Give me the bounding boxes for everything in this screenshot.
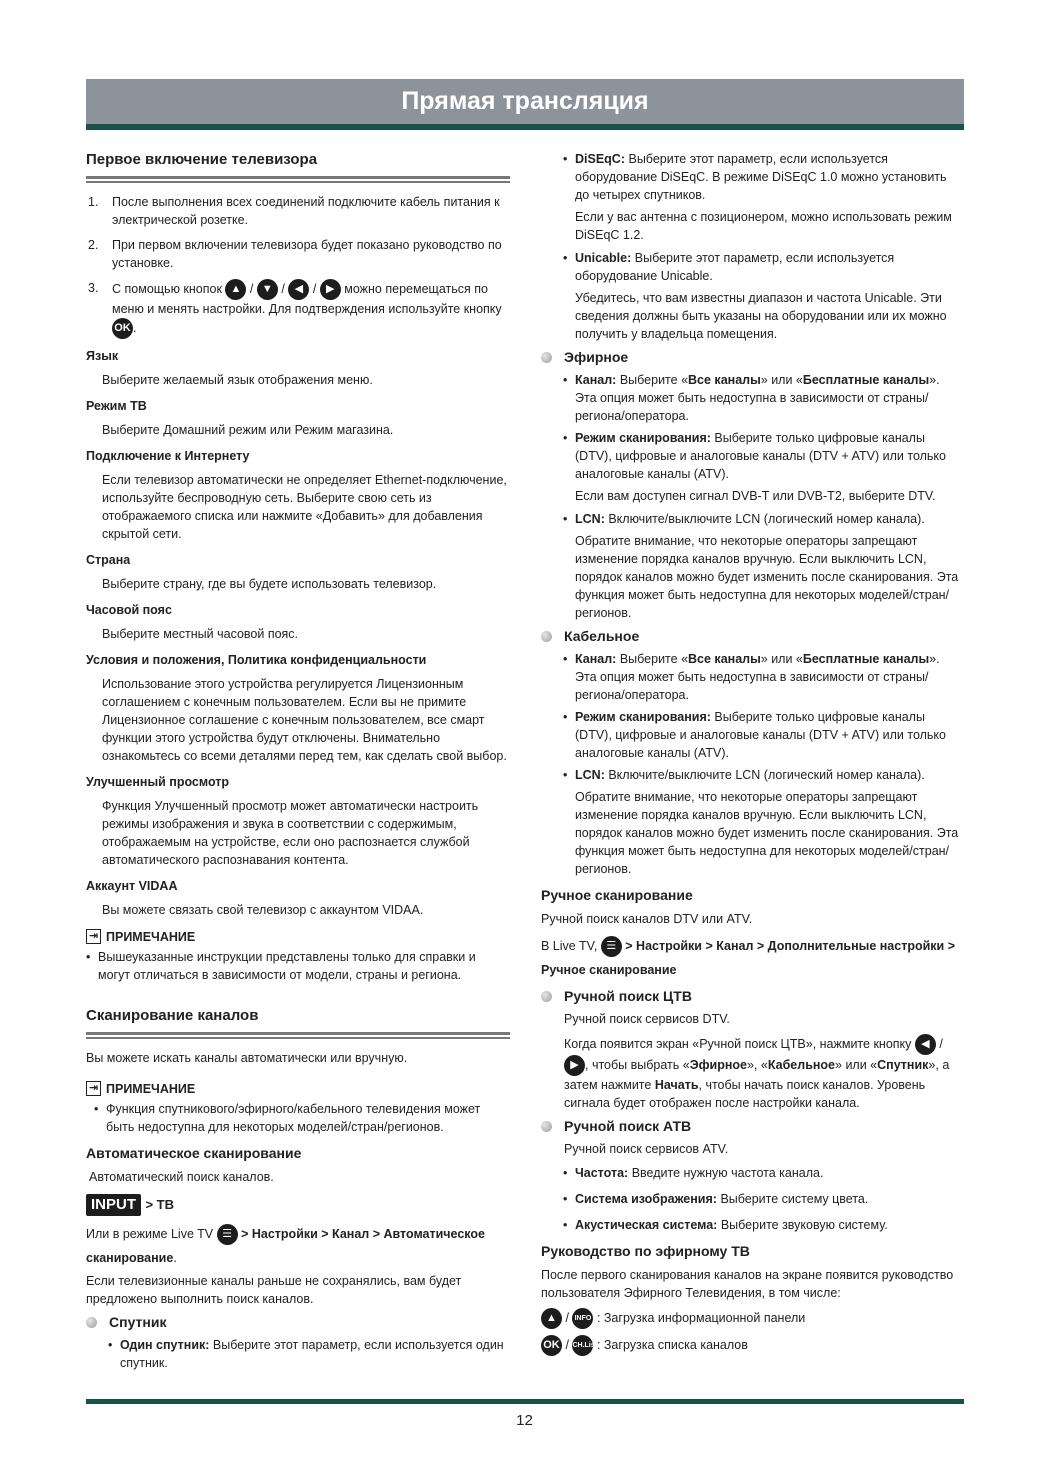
atv-item-frequency: • Частота: Введите нужную частота канала. xyxy=(563,1166,824,1180)
air-mode-extra: Если вам доступен сигнал DVB-T или DVB-T2, выберите DTV. xyxy=(575,489,936,503)
note-icon: ⇥ xyxy=(86,1081,101,1096)
note-heading-2: ⇥ ПРИМЕЧАНИЕ xyxy=(86,1081,510,1096)
setup-item-country: Страна Выберите страну, где вы будете использовать телевизор. xyxy=(86,553,437,591)
up-arrow-icon: ▲ xyxy=(541,1308,562,1329)
down-arrow-icon: ▼ xyxy=(257,279,278,300)
step-1: 1. После выполнения всех соединений подключите кабель питания к электрической розетке. xyxy=(88,195,500,227)
right-column xyxy=(541,150,963,1356)
satellite-heading: Спутник xyxy=(86,1314,510,1330)
footer-bar xyxy=(86,1399,964,1404)
air-mode-item: • Режим сканирования: Выберите только цифровые каналы (DTV), цифровые и аналоговые каналы (DTV + ATV) или только аналоговые каналы (ATV). xyxy=(563,431,946,481)
manual-dtv-text: Когда появится экран «Ручной поиск ЦТВ», нажмите кнопку ◀ / ▶ , чтобы выбрать «Эфирное», «Кабельное» или «Спутник», а затем нажмите Начать, чтобы начать поиск каналов. Уровень сигнала будет отображен после настройки канала. xyxy=(541,1034,963,1112)
left-column xyxy=(86,150,510,1376)
diseqc-item: • DiSEqC: Выберите этот параметр, если используется оборудование DiSEqC. В режиме DiSEqC 1.0 можно установить до четырех спутников. xyxy=(563,152,947,202)
setup-item-enhanced-viewing: Улучшенный просмотр Функция Улучшенный просмотр может автоматически настроить режимы изображения и звука в соответствии с содержимым, отображаемым на устройстве, если оно распознается службой автоматического распознавания контента. xyxy=(86,775,479,867)
guide-intro: После первого сканирования каналов на экране появится руководство пользователя Эфирного Телевидения, в том числе: xyxy=(541,1268,954,1300)
satellite-item-single: • Один спутник: Выберите этот параметр, если используется один спутник. xyxy=(108,1338,504,1370)
cable-lcn-item: • LCN: Включите/выключите LCN (логический номер канала). xyxy=(563,768,925,782)
setup-item-timezone: Часовой пояс Выберите местный часовой пояс. xyxy=(86,603,299,641)
left-arrow-icon: ◀ xyxy=(915,1034,936,1055)
input-button-icon: INPUT xyxy=(86,1194,141,1216)
bullet-circle-icon xyxy=(541,631,552,642)
auto-scan-para: Если телевизионные каналы раньше не сохранялись, вам будет предложено выполнить поиск каналов. xyxy=(86,1274,462,1306)
setup-item-language: Язык Выберите желаемый язык отображения меню. xyxy=(86,349,373,387)
bullet-circle-icon xyxy=(541,991,552,1002)
setup-item-internet: Подключение к Интернету Если телевизор автоматически не определяет Ethernet-подключение, используйте беспроводную сеть. Выберите свою сеть из отображаемого списка или нажмите «Добавить» для добавления скрытой сети. xyxy=(86,449,507,541)
setup-item-vidaa-account: Аккаунт VIDAA Вы можете связать свой телевизор с аккаунтом VIDAA. xyxy=(86,879,424,917)
step-3: 3. С помощью кнопок ▲ / ▼ / ◀ / ▶ можно перемещаться по меню и менять настройки. Для подтверждения используйте кнопку OK . xyxy=(86,279,510,339)
bullet-circle-icon xyxy=(86,1317,97,1328)
setup-item-terms: Условия и положения, Политика конфиденциальности Использование этого устройства регулируется Лицензионным соглашением с конечным пользователем. Если вы не примите Лицензионное соглашение с конечным пользователем, все смарт функции этого устройства будут отключены. Внимательно ознакомьтесь со всеми деталями перед тем, как сделать свой выбор. xyxy=(86,653,507,763)
auto-scan-intro: Автоматический поиск каналов. xyxy=(89,1170,274,1184)
guide-row-channel-list: OK / CH.List : Загрузка списка каналов xyxy=(541,1335,963,1356)
ok-button-icon: OK xyxy=(541,1335,562,1356)
note-item-2: • Функция спутникового/эфирного/кабельного телевидения может быть недоступна для некоторых моделей/стран/регионов. xyxy=(94,1102,481,1134)
note-item-1: • Вышеуказанные инструкции представлены только для справки и могут отличаться в зависимости от модели, страны и региона. xyxy=(86,950,476,982)
step-2: 2. При первом включении телевизора будет показано руководство по установке. xyxy=(88,238,502,270)
manual-dtv-intro: Ручной поиск сервисов DTV. xyxy=(564,1012,730,1026)
auto-scan-heading: Автоматическое сканирование xyxy=(86,1145,302,1161)
guide-heading: Руководство по эфирному ТВ xyxy=(541,1243,750,1259)
cable-lcn-extra: Обратите внимание, что некоторые операторы запрещают изменение порядка каналов вручную. Если выключить LCN, порядок каналов можно будет изменить после сканирования. Эта функция может быть недоступна для некоторых моделей/стран/регионов. xyxy=(575,790,959,876)
ok-button-icon: OK xyxy=(112,318,133,339)
manual-scan-path: В Live TV, ☰ > Настройки > Канал > Дополнительные настройки > Ручное сканирование xyxy=(541,934,963,982)
bullet-circle-icon xyxy=(541,352,552,363)
atv-item-sound-system: • Акустическая система: Выберите звуковую систему. xyxy=(563,1218,888,1232)
auto-scan-path: Или в режиме Live TV ☰ > Настройки > Канал > Автоматическое сканирование. xyxy=(86,1222,510,1270)
guide-row-info: ▲ / INFO : Загрузка информационной панели xyxy=(541,1308,963,1329)
air-lcn-item: • LCN: Включите/выключите LCN (логический номер канала). xyxy=(563,512,925,526)
up-arrow-icon: ▲ xyxy=(225,279,246,300)
atv-item-picture-system: • Система изображения: Выберите систему цвета. xyxy=(563,1192,869,1206)
air-lcn-extra: Обратите внимание, что некоторые операторы запрещают изменение порядка каналов вручную. Если выключить LCN, порядок каналов можно будет изменить после сканирования. Эта функция может быть недоступна для некоторых моделей/стран/регионов. xyxy=(575,534,959,620)
note-icon: ⇥ xyxy=(86,929,101,944)
page-number: 12 xyxy=(516,1412,533,1429)
page-banner xyxy=(86,79,964,130)
cable-heading: Кабельное xyxy=(541,628,963,644)
manual-atv-heading: Ручной поиск АТВ xyxy=(541,1118,963,1134)
menu-button-icon: ☰ xyxy=(217,1224,238,1245)
channel-scan-intro: Вы можете искать каналы автоматически или вручную. xyxy=(86,1051,408,1065)
menu-button-icon: ☰ xyxy=(601,936,622,957)
ch-list-button-icon: CH.List xyxy=(572,1335,593,1356)
channel-scan-heading: Сканирование каналов xyxy=(86,1006,510,1035)
setup-item-tv-mode: Режим ТВ Выберите Домашний режим или Режим магазина. xyxy=(86,399,394,437)
cable-mode-item: • Режим сканирования: Выберите только цифровые каналы (DTV), цифровые и аналоговые каналы (DTV + ATV) или только аналоговые каналы (ATV). xyxy=(563,710,946,760)
input-path: INPUT > ТВ xyxy=(86,1194,510,1216)
manual-scan-intro: Ручной поиск каналов DTV или ATV. xyxy=(541,912,753,926)
manual-dtv-heading: Ручной поиск ЦТВ xyxy=(541,988,963,1004)
diseqc-extra: Если у вас антенна с позиционером, можно использовать режим DiSEqC 1.2. xyxy=(575,210,952,242)
left-arrow-icon: ◀ xyxy=(288,279,309,300)
first-on-heading: Первое включение телевизора xyxy=(86,150,510,179)
note-heading-1: ⇥ ПРИМЕЧАНИЕ xyxy=(86,929,510,944)
air-channel-item: • Канал: Выберите «Все каналы» или «Бесплатные каналы». Эта опция может быть недоступна в зависимости от страны/региона/оператора. xyxy=(563,373,940,423)
unicable-item: • Unicable: Выберите этот параметр, если используется оборудование Unicable. xyxy=(563,251,895,283)
info-button-icon: INFO xyxy=(572,1308,593,1329)
right-arrow-icon: ▶ xyxy=(564,1055,585,1076)
manual-atv-intro: Ручной поиск сервисов ATV. xyxy=(564,1142,729,1156)
manual-scan-heading: Ручное сканирование xyxy=(541,887,693,903)
bullet-circle-icon xyxy=(541,1121,552,1132)
air-heading: Эфирное xyxy=(541,349,963,365)
page-title: Прямая трансляция xyxy=(401,87,649,115)
cable-channel-item: • Канал: Выберите «Все каналы» или «Бесплатные каналы». Эта опция может быть недоступна в зависимости от страны/региона/оператора. xyxy=(563,652,940,702)
unicable-extra: Убедитесь, что вам известны диапазон и частота Unicable. Эти сведения должны быть указаны на оборудовании или их можно получить у владельца помещения. xyxy=(575,291,947,341)
right-arrow-icon: ▶ xyxy=(320,279,341,300)
